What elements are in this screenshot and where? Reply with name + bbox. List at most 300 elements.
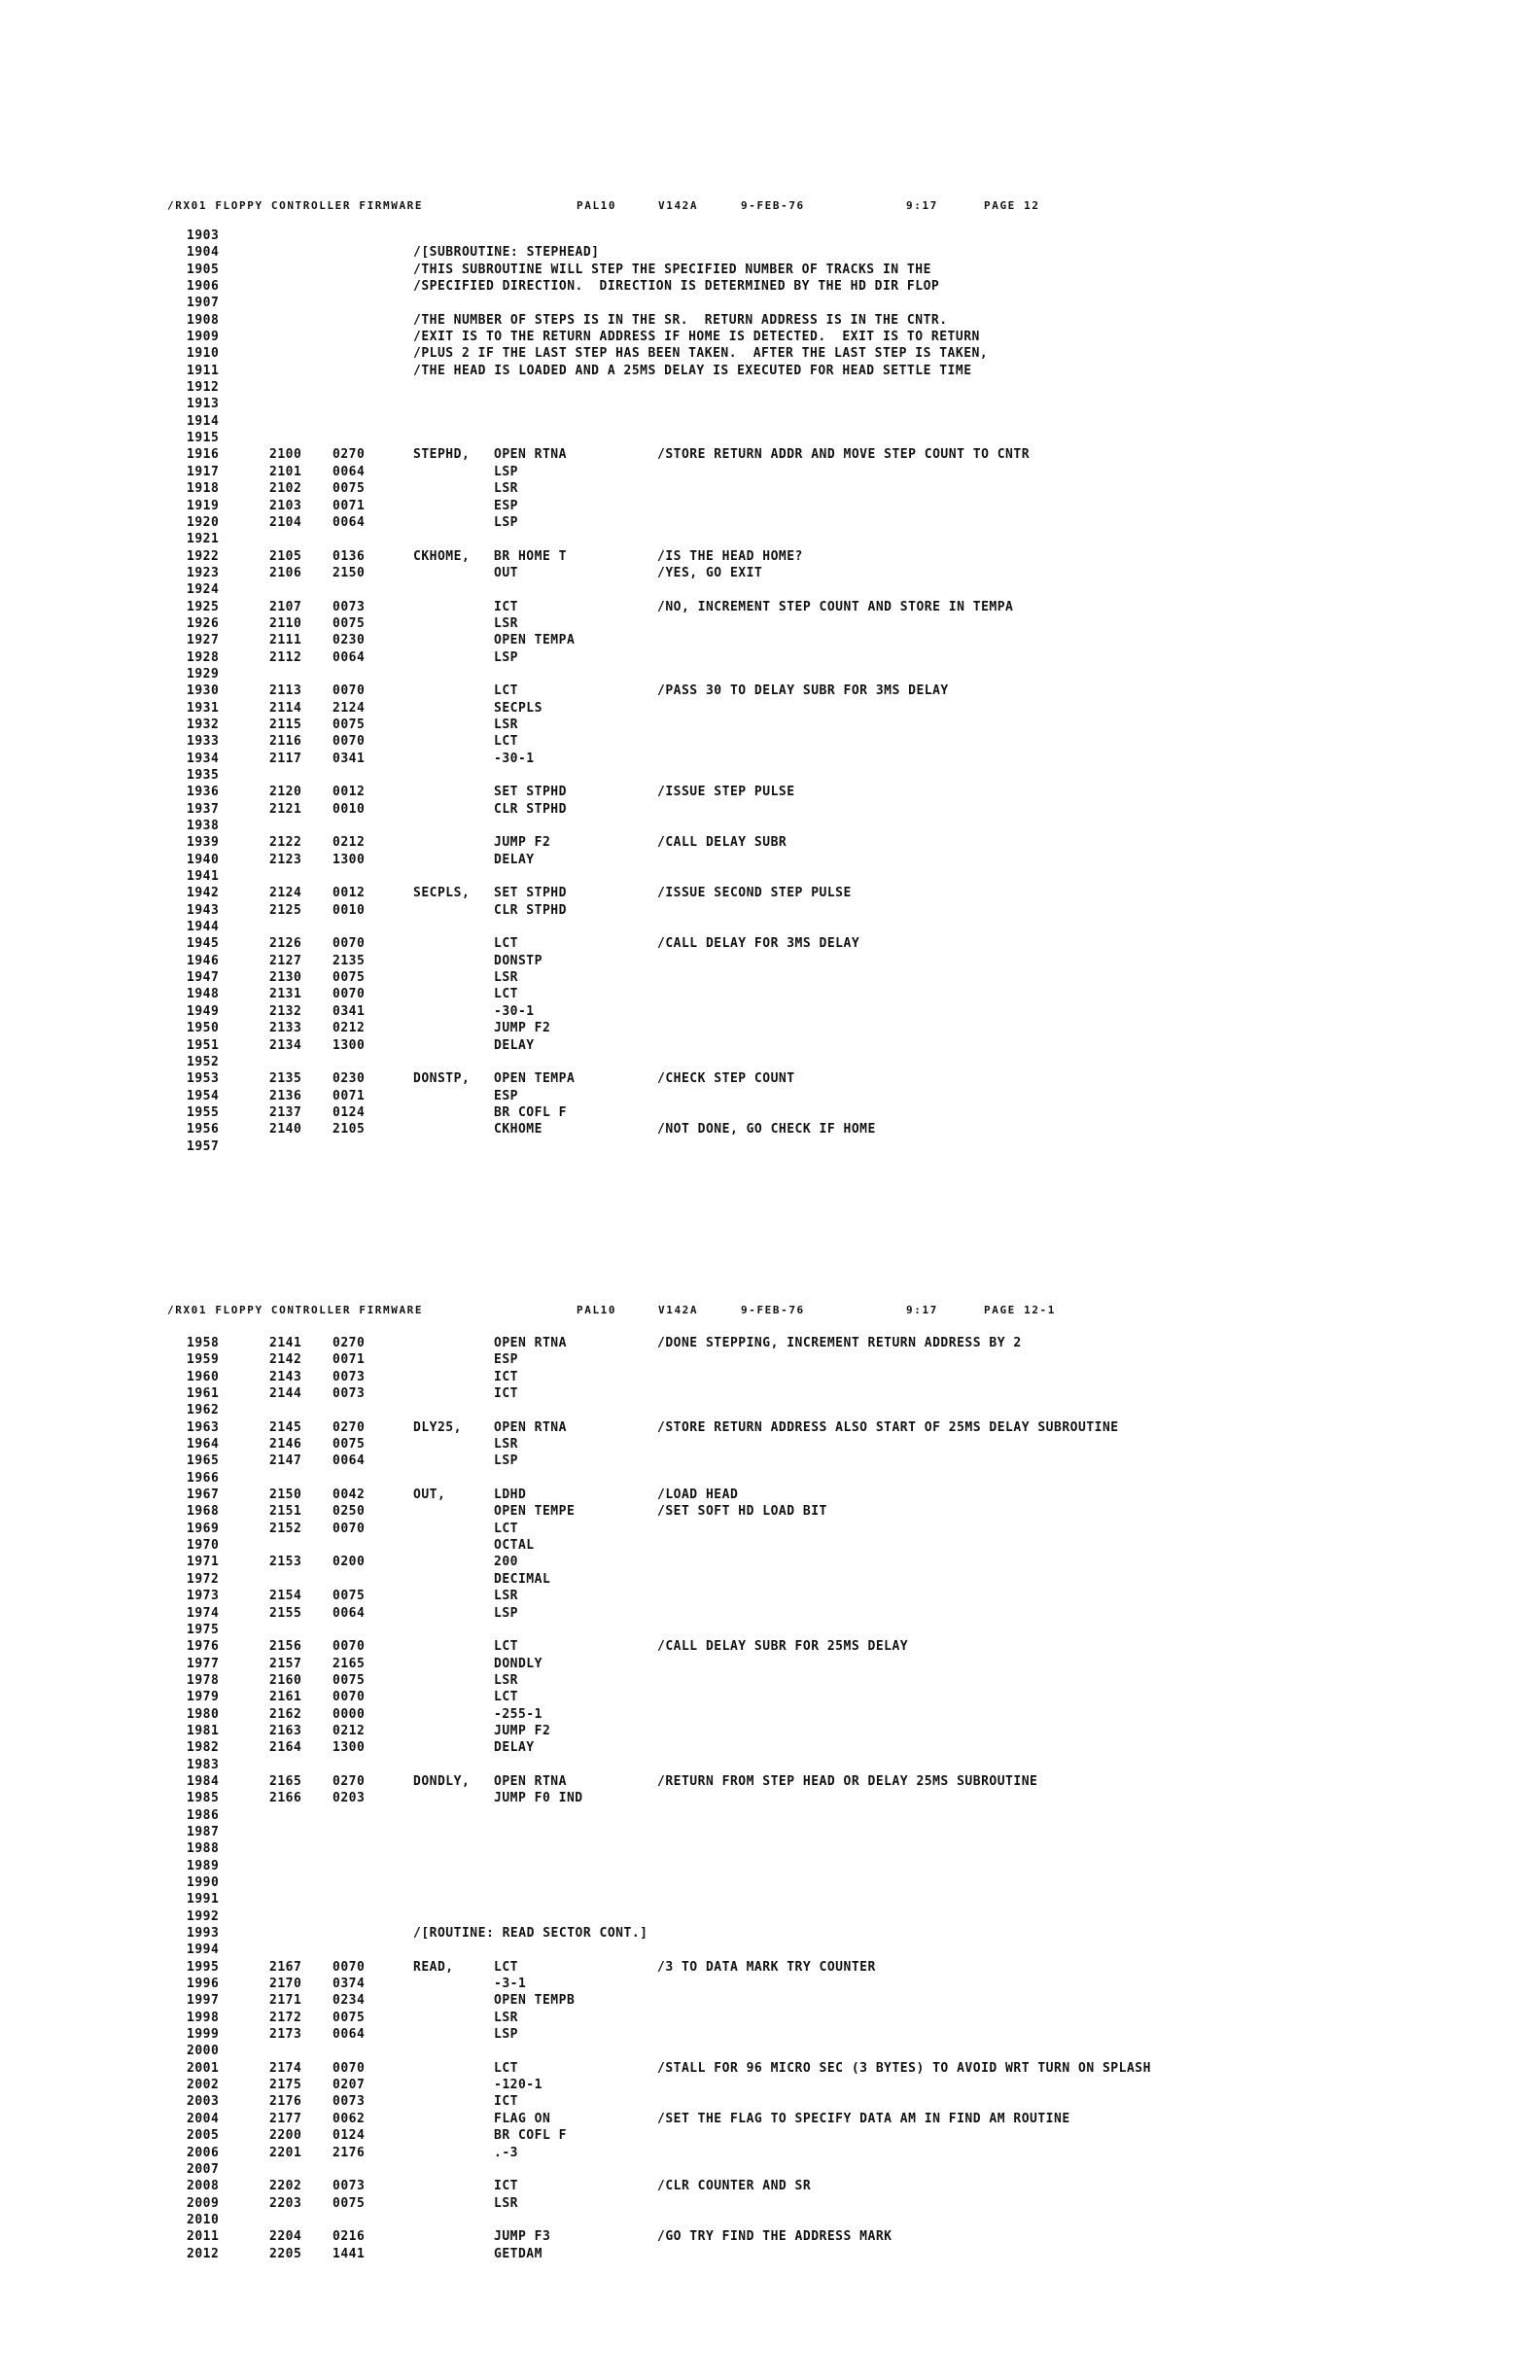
line-number: 1979 [187,1690,220,1705]
object-code: 0124 [332,2128,366,2144]
listing-line [0,767,1540,784]
listing-line [0,531,1540,547]
memory-address: 2167 [269,1959,302,1975]
line-number: 2002 [187,2078,220,2093]
instruction: OPEN TEMPA [494,633,576,648]
instruction: LDHD [494,1488,527,1503]
memory-address: 2126 [269,936,302,952]
listing-line [0,1925,1540,1942]
instruction: LSR [494,481,518,497]
listing-line [0,733,1540,750]
line-number: 1942 [187,886,220,901]
object-code: 0070 [332,734,366,750]
listing-line [0,1942,1540,1958]
memory-address: 2120 [269,785,302,800]
listing-line [0,1807,1540,1824]
comment-text: /THE HEAD IS LOADED AND A 25MS DELAY IS EXECUTED FOR HEAD SETTLE TIME [413,363,972,378]
instruction: LSP [494,514,518,530]
listing-line [0,834,1540,851]
listing-line [0,986,1540,1002]
memory-address: 2164 [269,1740,302,1756]
line-number: 1996 [187,1977,220,1992]
line-number: 1925 [187,599,220,614]
line-number: 1972 [187,1571,220,1587]
memory-address: 2156 [269,1639,302,1655]
listing-line [0,1537,1540,1554]
line-number: 1958 [187,1336,220,1350]
source-label: STEPHD, [413,447,471,463]
instruction: OPEN TEMPA [494,1071,576,1087]
listing-line [0,1739,1540,1756]
line-number: 1968 [187,1504,220,1520]
listing-line [0,784,1540,800]
object-code: 0136 [332,548,366,564]
listing-line [0,1571,1540,1588]
comment-text: /[SUBROUTINE: STEPHEAD] [413,245,600,261]
memory-address: 2157 [269,1656,302,1671]
line-number: 1931 [187,700,220,716]
line-number: 1994 [187,1942,220,1958]
memory-address: 2144 [269,1386,302,1402]
line-number: 1918 [187,481,220,497]
instruction: LCT [494,1690,518,1705]
memory-address: 2143 [269,1369,302,1384]
memory-address: 2171 [269,1993,302,2009]
object-code: 0064 [332,1453,366,1469]
object-code: 0010 [332,902,366,918]
line-number: 1959 [187,1352,220,1368]
line-number: 1978 [187,1672,220,1688]
object-code: 0075 [332,2010,366,2025]
line-number: 2006 [187,2145,220,2160]
line-number: 1948 [187,987,220,1002]
line-number: 1992 [187,1908,220,1924]
object-code: 0230 [332,633,366,648]
instruction: -255-1 [494,1706,542,1722]
comment: /3 TO DATA MARK TRY COUNTER [657,1959,876,1975]
instruction: LCT [494,987,518,1002]
instruction: GETDAM [494,2246,542,2261]
object-code: 0073 [332,2179,366,2194]
listing-line [0,1790,1540,1806]
line-number: 1940 [187,852,220,867]
listing-line [0,228,1540,244]
source-label: SECPLS, [413,886,471,901]
instruction: DELAY [494,1037,535,1053]
line-number: 1938 [187,819,220,834]
instruction: JUMP F2 [494,1021,551,1036]
object-code: 0070 [332,1639,366,1655]
listing-line [0,935,1540,952]
listing-line [0,1605,1540,1622]
line-number: 1904 [187,245,220,261]
memory-address: 2150 [269,1488,302,1503]
line-number: 1941 [187,869,220,885]
line-number: 1976 [187,1639,220,1655]
memory-address: 2142 [269,1352,302,1368]
instruction: ICT [494,1369,518,1384]
object-code: 0075 [332,1437,366,1452]
instruction: ICT [494,599,518,614]
memory-address: 2127 [269,953,302,968]
listing-line [0,2195,1540,2212]
line-number: 1943 [187,902,220,918]
line-number: 1921 [187,532,220,547]
listing-line [0,2026,1540,2043]
listing-line [0,1385,1540,1402]
listing-line [0,615,1540,632]
line-number: 1962 [187,1403,220,1418]
memory-address: 2114 [269,700,302,716]
line-number: 1975 [187,1622,220,1637]
memory-address: 2135 [269,1071,302,1087]
memory-address: 2115 [269,717,302,732]
listing-line [0,1020,1540,1036]
listing-line [0,1757,1540,1773]
listing-line [0,751,1540,767]
line-number: 1977 [187,1656,220,1671]
listing-line [0,1503,1540,1520]
listing-line [0,329,1540,345]
line-number: 1987 [187,1824,220,1839]
listing-line [0,885,1540,901]
header-date: 9-FEB-76 [741,1304,805,1316]
line-number: 1926 [187,615,220,631]
instruction: DONDLY [494,1656,542,1671]
header-time: 9:17 [906,1304,938,1316]
object-code: 0075 [332,615,366,631]
memory-address: 2123 [269,852,302,867]
memory-address: 2203 [269,2195,302,2211]
instruction: BR HOME T [494,548,567,564]
memory-address: 2174 [269,2060,302,2076]
memory-address: 2104 [269,514,302,530]
object-code: 0230 [332,1071,366,1087]
instruction: CKHOME [494,1122,542,1138]
listing-line [0,581,1540,598]
object-code: 0207 [332,2078,366,2093]
listing-page-2 [0,1335,1540,2262]
listing-line [0,1138,1540,1155]
line-number: 1955 [187,1104,220,1120]
memory-address: 2147 [269,1453,302,1469]
object-code: 0270 [332,1419,366,1435]
instruction: OPEN RTNA [494,1336,567,1350]
source-label: OUT, [413,1488,446,1503]
header-title: /RX01 FLOPPY CONTROLLER FIRMWARE [167,199,424,212]
memory-address: 2161 [269,1690,302,1705]
instruction: LSR [494,615,518,631]
header-page: PAGE 12-1 [984,1304,1057,1316]
line-number: 1954 [187,1088,220,1103]
object-code: 2124 [332,700,366,716]
source-label: DLY25, [413,1419,462,1435]
line-number: 2012 [187,2246,220,2261]
line-number: 1990 [187,1875,220,1890]
comment: /DONE STEPPING, INCREMENT RETURN ADDRESS BY 2 [657,1336,1022,1350]
instruction: CLR STPHD [494,801,567,817]
memory-address: 2105 [269,548,302,564]
header-version: V142A [658,199,699,212]
instruction: DELAY [494,1740,535,1756]
object-code: 0070 [332,1690,366,1705]
memory-address: 2112 [269,649,302,665]
listing-line [0,1436,1540,1452]
line-number: 2008 [187,2179,220,2194]
instruction: ICT [494,1386,518,1402]
memory-address: 2201 [269,2145,302,2160]
instruction: BR COFL F [494,2128,567,2144]
instruction: LSP [494,1605,518,1621]
listing-line [0,345,1540,362]
object-code: 0075 [332,2195,366,2211]
line-number: 1923 [187,565,220,580]
line-number: 1991 [187,1892,220,1908]
line-number: 1915 [187,431,220,446]
object-code: 0064 [332,514,366,530]
comment: /CHECK STEP COUNT [657,1071,795,1087]
instruction: LCT [494,1959,518,1975]
instruction: LCT [494,2060,518,2076]
object-code: 0062 [332,2111,366,2126]
line-number: 1951 [187,1037,220,1053]
line-number: 1929 [187,666,220,682]
comment: /CALL DELAY FOR 3MS DELAY [657,936,860,952]
line-number: 1983 [187,1757,220,1772]
listing-line [0,1369,1540,1385]
listing-line [0,396,1540,412]
instruction: -30-1 [494,1003,535,1019]
line-number: 1946 [187,953,220,968]
line-number: 2004 [187,2111,220,2126]
instruction: JUMP F2 [494,835,551,851]
line-number: 1912 [187,380,220,396]
object-code: 0012 [332,785,366,800]
listing-line [0,312,1540,329]
memory-address: 2152 [269,1521,302,1536]
listing-line [0,2212,1540,2228]
memory-address: 2163 [269,1723,302,1738]
listing-line [0,1840,1540,1857]
memory-address: 2155 [269,1605,302,1621]
listing-line [0,2010,1540,2026]
line-number: 1910 [187,346,220,362]
memory-address: 2205 [269,2246,302,2261]
object-code: 0234 [332,1993,366,2009]
listing-line [0,498,1540,514]
listing-line [0,1402,1540,1418]
listing-line [0,430,1540,446]
listing-line [0,666,1540,682]
comment: /CLR COUNTER AND SR [657,2179,812,2194]
object-code: 0070 [332,987,366,1002]
memory-address: 2175 [269,2078,302,2093]
listing-line [0,599,1540,615]
line-number: 2001 [187,2060,220,2076]
instruction: ICT [494,2179,518,2194]
object-code: 0064 [332,464,366,479]
memory-address: 2116 [269,734,302,750]
object-code: 0075 [332,717,366,732]
object-code: 0064 [332,1605,366,1621]
header-module: PAL10 [577,199,617,212]
instruction: LSR [494,717,518,732]
listing-line [0,1824,1540,1840]
comment: /ISSUE SECOND STEP PULSE [657,886,852,901]
memory-address: 2110 [269,615,302,631]
listing-line [0,1706,1540,1723]
object-code: 0374 [332,1977,366,1992]
comment-text: /SPECIFIED DIRECTION. DIRECTION IS DETERMINED BY THE HD DIR FLOP [413,279,940,295]
line-number: 1907 [187,296,220,311]
listing-line [0,1054,1540,1070]
instruction: LCT [494,1639,518,1655]
object-code: 2165 [332,1656,366,1671]
listing-line [0,379,1540,396]
instruction: LSP [494,2027,518,2043]
memory-address: 2107 [269,599,302,614]
comment-text: /THIS SUBROUTINE WILL STEP THE SPECIFIED NUMBER OF TRACKS IN THE [413,262,931,277]
object-code: 0070 [332,683,366,699]
comment-text: /[ROUTINE: READ SECTOR CONT.] [413,1926,648,1942]
comment: /SET THE FLAG TO SPECIFY DATA AM IN FIND AM ROUTINE [657,2111,1070,2126]
memory-address: 2202 [269,2179,302,2194]
line-number: 1936 [187,785,220,800]
instruction: -30-1 [494,751,535,766]
memory-address: 2113 [269,683,302,699]
memory-address: 2102 [269,481,302,497]
line-number: 1930 [187,683,220,699]
object-code: 0075 [332,1589,366,1604]
object-code: 0064 [332,2027,366,2043]
memory-address: 2130 [269,970,302,986]
line-number: 1974 [187,1605,220,1621]
comment: /STORE RETURN ADDRESS ALSO START OF 25MS DELAY SUBROUTINE [657,1419,1119,1435]
listing-line [0,295,1540,311]
comment-text: /EXIT IS TO THE RETURN ADDRESS IF HOME IS DETECTED. EXIT IS TO RETURN [413,330,980,345]
object-code: 1300 [332,1740,366,1756]
memory-address: 2145 [269,1419,302,1435]
instruction: LSR [494,1437,518,1452]
listing-line [0,1638,1540,1655]
memory-address: 2146 [269,1437,302,1452]
listing-line [0,1452,1540,1469]
instruction: -3-1 [494,1977,527,1992]
header-title: /RX01 FLOPPY CONTROLLER FIRMWARE [167,1304,424,1316]
memory-address: 2173 [269,2027,302,2043]
line-number: 1965 [187,1453,220,1469]
line-number: 1914 [187,413,220,429]
comment: /YES, GO EXIT [657,565,763,580]
line-number: 1956 [187,1122,220,1138]
line-number: 2009 [187,2195,220,2211]
memory-address: 2133 [269,1021,302,1036]
line-number: 1950 [187,1021,220,1036]
line-number: 1924 [187,582,220,598]
listing-line [0,1689,1540,1705]
memory-address: 2176 [269,2094,302,2110]
memory-address: 2165 [269,1773,302,1789]
object-code: 0212 [332,1723,366,1738]
instruction: DECIMAL [494,1571,551,1587]
object-code: 2150 [332,565,366,580]
listing-line [0,902,1540,919]
line-number: 1981 [187,1723,220,1738]
listing-line [0,919,1540,935]
comment: /STORE RETURN ADDR AND MOVE STEP COUNT TO CNTR [657,447,1031,463]
object-code: 0073 [332,1386,366,1402]
listing-line [0,1070,1540,1087]
comment: /IS THE HEAD HOME? [657,548,803,564]
instruction: LSP [494,649,518,665]
comment-text: /THE NUMBER OF STEPS IS IN THE SR. RETURN ADDRESS IS IN THE CNTR. [413,312,948,328]
line-number: 1971 [187,1555,220,1570]
line-number: 1908 [187,312,220,328]
listing-line [0,818,1540,834]
comment: /ISSUE STEP PULSE [657,785,795,800]
line-number: 1966 [187,1470,220,1486]
line-number: 1903 [187,228,220,243]
object-code: 0000 [332,1706,366,1722]
memory-address: 2134 [269,1037,302,1053]
listing-line [0,2111,1540,2127]
listing-line [0,1521,1540,1537]
listing-line [0,801,1540,818]
instruction: -120-1 [494,2078,542,2093]
instruction: OPEN RTNA [494,1773,567,1789]
instruction: JUMP F2 [494,1723,551,1738]
line-number: 1933 [187,734,220,750]
line-number: 2003 [187,2094,220,2110]
object-code: 0042 [332,1488,366,1503]
source-label: READ, [413,1959,454,1975]
listing-line [0,244,1540,261]
listing-line [0,632,1540,648]
memory-address: 2204 [269,2229,302,2245]
instruction: .-3 [494,2145,518,2160]
listing-line [0,1908,1540,1925]
line-number: 1997 [187,1993,220,2009]
instruction: LCT [494,683,518,699]
memory-address: 2153 [269,1555,302,1570]
object-code: 0071 [332,1352,366,1368]
listing-line [0,649,1540,666]
object-code: 0203 [332,1791,366,1806]
listing-line [0,1723,1540,1739]
line-number: 1982 [187,1740,220,1756]
listing-line [0,953,1540,969]
line-number: 1980 [187,1706,220,1722]
line-number: 1949 [187,1003,220,1019]
line-number: 2010 [187,2212,220,2227]
line-number: 1961 [187,1386,220,1402]
listing-line [0,1470,1540,1487]
instruction: LSP [494,464,518,479]
line-number: 1970 [187,1538,220,1554]
line-number: 1947 [187,970,220,986]
line-number: 1969 [187,1521,220,1536]
instruction: ESP [494,498,518,513]
line-number: 1999 [187,2027,220,2043]
object-code: 0075 [332,1672,366,1688]
listing-line [0,480,1540,497]
memory-address: 2170 [269,1977,302,1992]
line-number: 1932 [187,717,220,732]
listing-line [0,852,1540,868]
listing-line [0,363,1540,379]
object-code: 0010 [332,801,366,817]
memory-address: 2121 [269,801,302,817]
